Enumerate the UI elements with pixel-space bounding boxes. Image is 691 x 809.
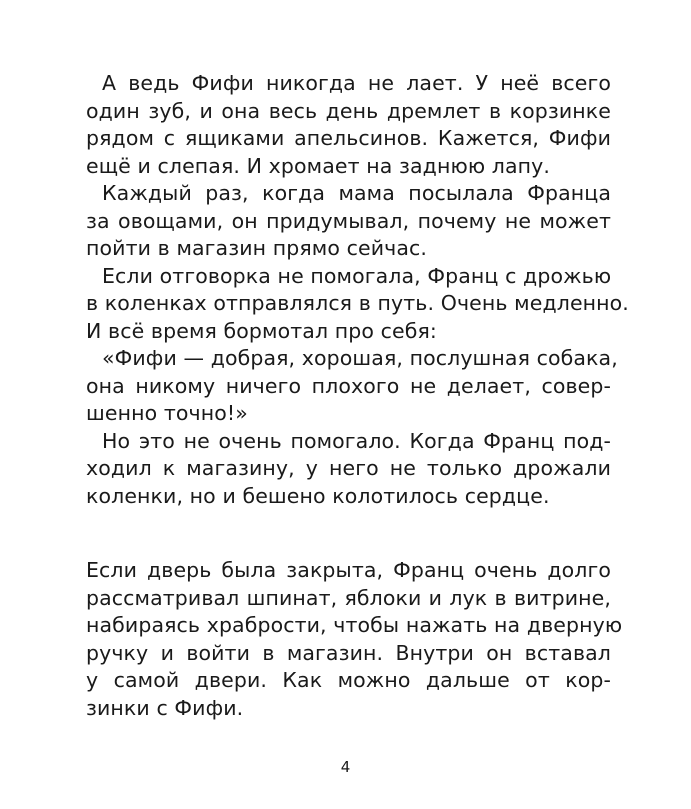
text-line: в коленках отправлялся в путь. Очень медленно.: [86, 291, 629, 315]
page-number: 4: [340, 758, 351, 776]
paragraph-1: [86, 70, 611, 180]
text-line: «Фифи — добрая, хорошая, послушная собака,: [102, 346, 618, 370]
text-line: А ведь Фифи никогда не лает. У неё всего: [102, 71, 611, 95]
text-line: ходил к магазину, у него не только дрожали: [86, 456, 611, 480]
paragraph-4-quote: [86, 345, 618, 428]
text-section-1: [86, 70, 629, 510]
paragraph-5: [86, 428, 611, 511]
text-line: Каждый раз, когда мама посылала Франца: [102, 181, 611, 205]
text-line: она никому ничего плохого не делает, совер-: [86, 373, 611, 398]
text-line: за овощами, он придумывал, почему не может: [86, 208, 611, 233]
text-line: шенно точно!»: [86, 401, 248, 425]
text-line: зинки с Фифи.: [86, 695, 244, 720]
text-line: ещё и слепая. И хромает на заднюю лапу.: [86, 153, 551, 178]
text-line: Если отговорка не помогала, Франц с дрожью: [102, 263, 612, 288]
text-line: пойти в магазин прямо сейчас.: [86, 236, 427, 260]
text-line: у самой двери. Как можно дальше от кор-: [86, 668, 611, 692]
text-line: один зуб, и она весь день дремлет в корзинке: [86, 98, 611, 123]
text-line: ручку и войти в магазин. Внутри он вставал: [86, 640, 611, 665]
text-line: И всё время бормотал про себя:: [86, 318, 437, 343]
paragraph-6: [86, 557, 623, 722]
paragraph-3: [86, 263, 629, 346]
paragraph-2: [86, 180, 611, 263]
text-line: рядом с ящиками апельсинов. Кажется, Фифи: [86, 126, 611, 150]
text-line: набираясь храбрости, чтобы нажать на дверную: [86, 613, 623, 637]
text-line: коленки, но и бешено колотилось сердце.: [86, 483, 550, 508]
text-line: Если дверь была закрыта, Франц очень долго: [86, 558, 611, 582]
text-line: рассматривал шпинат, яблоки и лук в витрине,: [86, 585, 611, 610]
text-section-2: [86, 557, 623, 722]
text-line: Но это не очень помогало. Когда Франц под-: [102, 428, 611, 453]
